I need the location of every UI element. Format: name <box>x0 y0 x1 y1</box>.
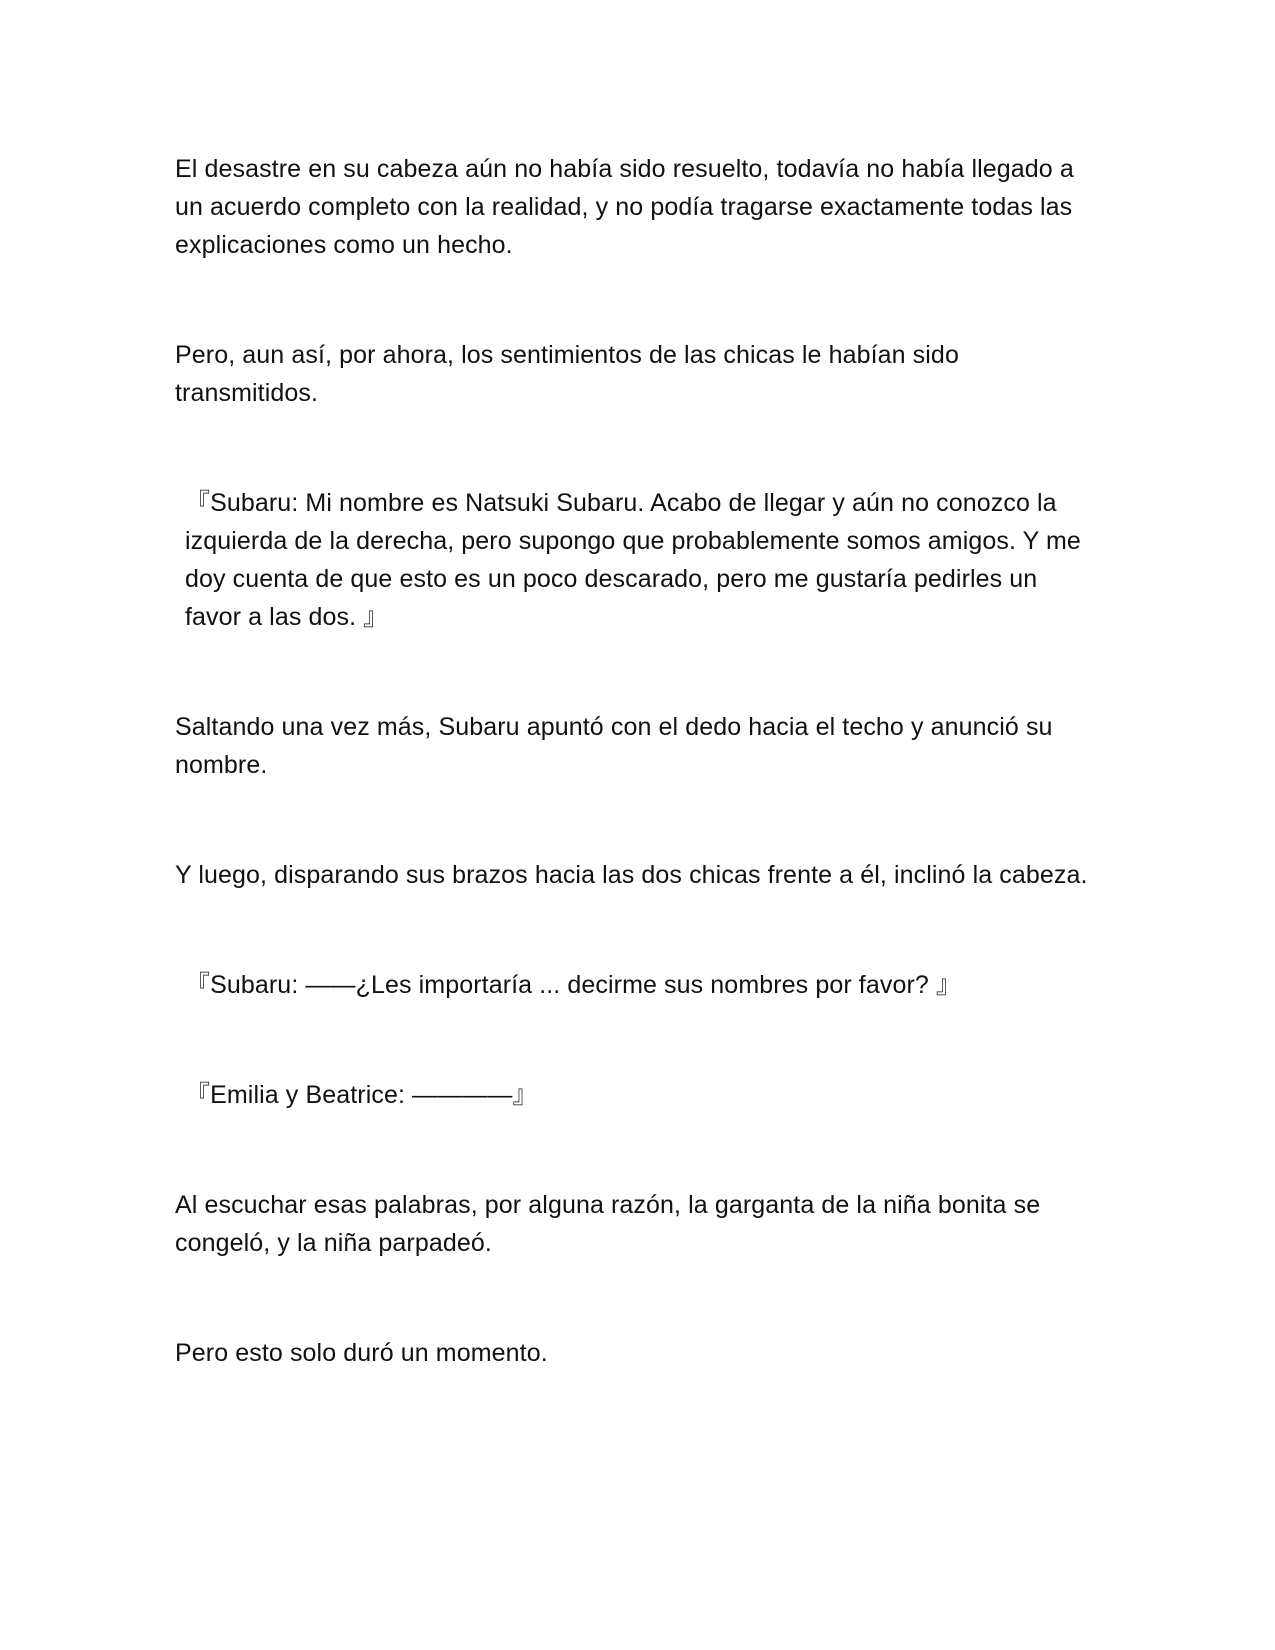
narration-paragraph: Al escuchar esas palabras, por alguna razón, la garganta de la niña bonita se congeló, y la niña parpadeó. <box>175 1191 1041 1257</box>
narration-paragraph: El desastre en su cabeza aún no había sido resuelto, todavía no había llegado a un acuerdo completo con la realidad, y no podía tragarse exactamente todas las explicaciones como un hecho. <box>175 155 1074 259</box>
dialogue-paragraph: 『Emilia y Beatrice: ————』 <box>185 1081 538 1109</box>
dialogue-paragraph: 『Subaru: Mi nombre es Natsuki Subaru. Acabo de llegar y aún no conozco la izquierda de la derecha, pero supongo que probablemente somos amigos. Y me doy cuenta de que esto es un poco descarado, pero me gustaría pedirles un favor a las dos. 』 <box>185 489 1081 631</box>
narration-paragraph: Y luego, disparando sus brazos hacia las dos chicas frente a él, inclinó la cabeza. <box>175 861 1088 889</box>
narration-paragraph: Pero esto solo duró un momento. <box>175 1339 548 1367</box>
narration-paragraph: Pero, aun así, por ahora, los sentimientos de las chicas le habían sido transmitidos. <box>175 341 959 407</box>
dialogue-paragraph: 『Subaru: ——¿Les importaría ... decirme sus nombres por favor? 』 <box>185 971 962 999</box>
text-body <box>175 150 1095 1372</box>
narration-paragraph: Saltando una vez más, Subaru apuntó con el dedo hacia el techo y anunció su nombre. <box>175 713 1053 779</box>
